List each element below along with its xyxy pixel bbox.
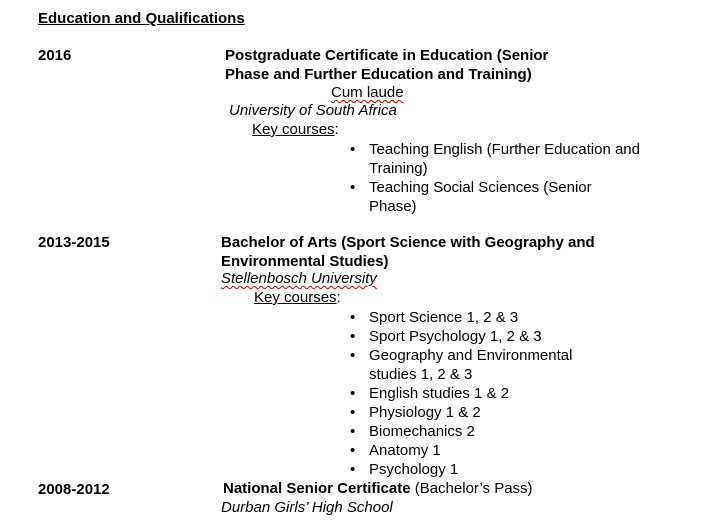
key-courses-text: Key courses <box>252 121 335 138</box>
list-item: • Teaching Social Sciences (Senior Phase) <box>350 178 640 216</box>
entry-title-line2: Environmental Studies) <box>221 253 389 270</box>
entry-title-row <box>223 480 533 497</box>
list-item: • Anatomy 1 <box>350 441 610 460</box>
list-item: • Biomechanics 2 <box>350 422 610 441</box>
section-heading: Education and Qualifications <box>38 10 245 27</box>
key-courses-label <box>254 289 341 306</box>
key-courses-text: Key courses <box>254 289 337 306</box>
list-item: • Psychology 1 <box>350 460 610 479</box>
key-courses-label <box>252 121 339 138</box>
course-list <box>350 308 610 479</box>
key-courses-colon: : <box>334 121 339 138</box>
entry-year: 2013-2015 <box>38 234 110 251</box>
course-list <box>350 140 640 216</box>
entry-year: 2008-2012 <box>38 481 110 498</box>
list-item: • English studies 1 & 2 <box>350 384 610 403</box>
entry-year: 2016 <box>38 47 72 64</box>
entry-title-suffix: (Bachelor’s Pass) <box>410 480 533 497</box>
entry-distinction: Cum laude <box>331 84 404 101</box>
entry-institution: University of South Africa <box>229 102 397 119</box>
entry-title-line1: Postgraduate Certificate in Education (Senior <box>225 47 549 64</box>
entry-title-line1: Bachelor of Arts (Sport Science with Geography and <box>221 234 595 251</box>
list-item: • Physiology 1 & 2 <box>350 403 610 422</box>
entry-institution: Durban Girls’ High School <box>221 499 393 516</box>
entry-title: National Senior Certificate <box>223 480 411 497</box>
entry-institution: Stellenbosch University <box>221 270 377 287</box>
list-item: • Sport Science 1, 2 & 3 <box>350 308 610 327</box>
list-item: • Teaching English (Further Education and Training) <box>350 140 640 178</box>
entry-title-line2: Phase and Further Education and Training) <box>225 66 532 83</box>
key-courses-colon: : <box>336 289 341 306</box>
list-item: • Sport Psychology 1, 2 & 3 <box>350 327 610 346</box>
list-item: • Geography and Environmental studies 1, 2 & 3 <box>350 346 610 384</box>
